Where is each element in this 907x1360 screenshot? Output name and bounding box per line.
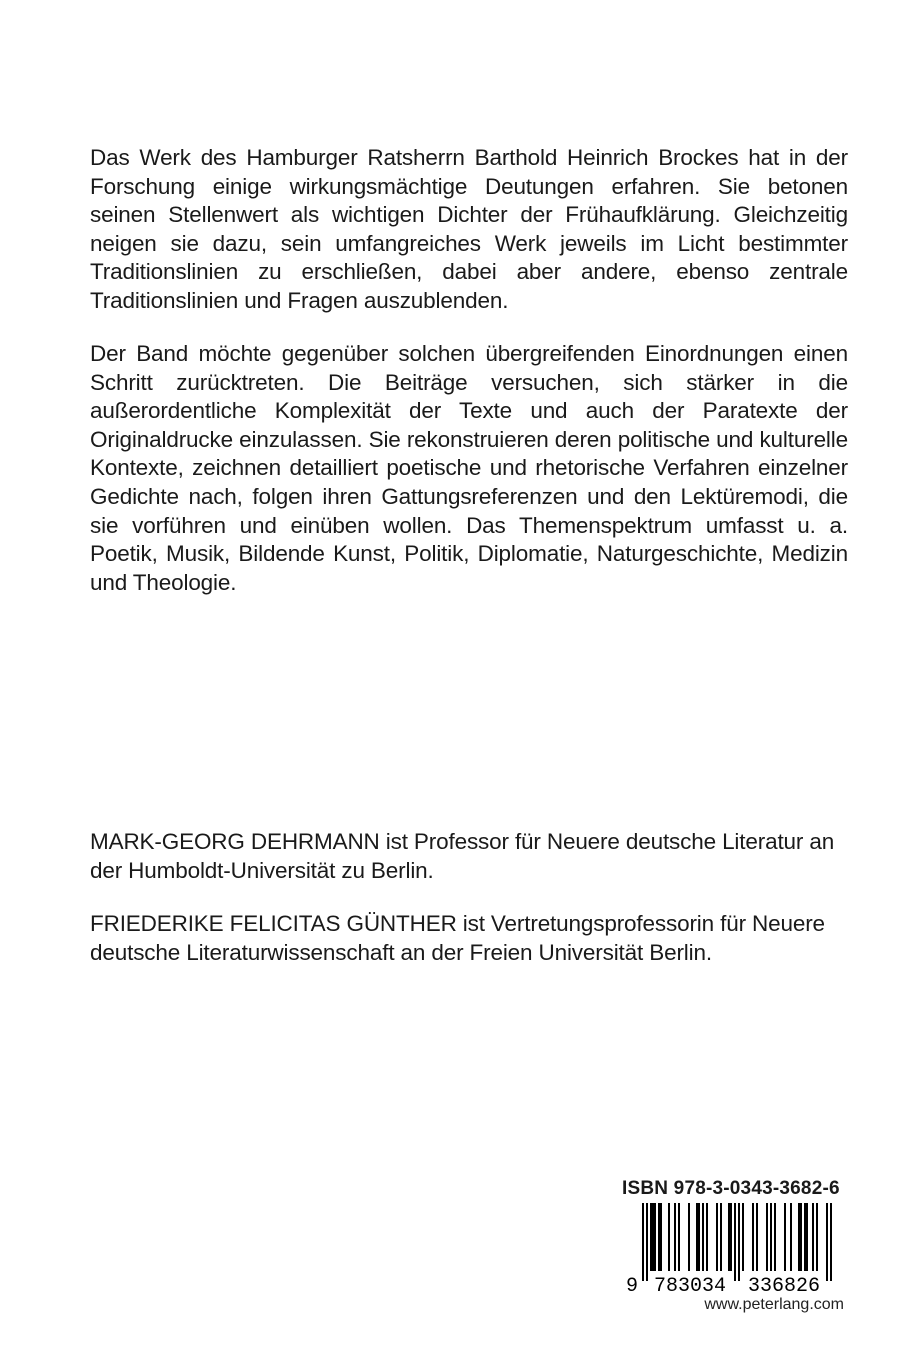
barcode-bar — [826, 1203, 828, 1281]
barcode-graphic — [622, 1203, 844, 1293]
barcode-bar — [696, 1203, 698, 1271]
description-paragraph-1: Das Werk des Hamburger Ratsherrn Barthold Heinrich Brockes hat in der Forschung einige wirkungsmächtige Deutungen erfahren. Sie betonen seinen Stellenwert als wichtigen Dichter der Frühaufklärung. Gleichzeitig neigen sie dazu, sein umfangreiches Werk jeweils im Licht bestimmter Traditionslinien zu erschließen, dabei aber andere, ebenso zentrale Traditionslinien und Fragen auszublenden. — [90, 145, 848, 313]
barcode-bar — [674, 1203, 676, 1271]
barcode-bar — [734, 1203, 736, 1281]
barcode-bar — [668, 1203, 670, 1271]
barcode-bar — [738, 1203, 740, 1281]
barcode-bar — [730, 1203, 732, 1271]
publisher-url: www.peterlang.com — [704, 1296, 844, 1313]
barcode-bar — [728, 1203, 730, 1271]
barcode-bar — [720, 1203, 722, 1271]
barcode-bar — [660, 1203, 662, 1271]
barcode-bar — [716, 1203, 718, 1271]
barcode-bar — [774, 1203, 776, 1271]
barcode-bar — [650, 1203, 652, 1271]
barcode-bar — [642, 1203, 644, 1281]
barcode-bar — [798, 1203, 800, 1271]
barcode-bar — [790, 1203, 792, 1271]
barcode-bar — [678, 1203, 680, 1271]
barcode-bar — [698, 1203, 700, 1271]
description-paragraph-2: Der Band möchte gegenüber solchen übergreifenden Einordnungen einen Schritt zurücktreten. Die Beiträge versuchen, sich stärker in die außerordentliche Komplexität der Texte und auch der Paratexte der Originaldrucke einzulassen. Sie rekonstruieren deren politische und kulturelle Kontexte, zeichnen detailliert poetische und rhetorische Verfahren einzelner Gedichte nach, folgen ihren Gattungsreferenzen und den Lektüremodi, die sie vorführen und einüben wollen. Das Themenspektrum umfasst u. a. Poetik, Musik, Bildende Kunst, Politik, Diplomatie, Naturgeschichte, Medizin und Theologie. — [90, 341, 848, 595]
barcode-bar — [688, 1203, 690, 1271]
barcode-digits-left: 783034 — [653, 1275, 727, 1293]
barcode-bar — [800, 1203, 802, 1271]
barcode-bar — [756, 1203, 758, 1271]
barcode — [622, 1203, 844, 1293]
barcode-bar — [804, 1203, 806, 1271]
barcode-digits-right: 336826 — [747, 1275, 821, 1293]
barcode-bar — [752, 1203, 754, 1271]
barcode-bar — [784, 1203, 786, 1271]
barcode-bar — [766, 1203, 768, 1271]
author-bio-guenther: FRIEDERIKE FELICITAS GÜNTHER ist Vertretungsprofessorin für Neuere deutsche Literaturwissenschaft an der Freien Universität Berlin. — [90, 911, 825, 965]
barcode-bar — [830, 1203, 832, 1281]
barcode-bar — [742, 1203, 744, 1271]
barcode-bar — [806, 1203, 808, 1271]
barcode-bar — [706, 1203, 708, 1271]
barcode-bar — [816, 1203, 818, 1271]
barcode-bar — [646, 1203, 648, 1281]
barcode-bar — [652, 1203, 654, 1271]
author-bio-dehrmann: MARK-GEORG DEHRMANN ist Professor für Neuere deutsche Literatur an der Humboldt-Universität zu Berlin. — [90, 829, 835, 883]
barcode-bar — [702, 1203, 704, 1271]
isbn-label: ISBN 978-3-0343-3682-6 — [622, 1178, 840, 1199]
barcode-bar — [658, 1203, 660, 1271]
barcode-bar — [654, 1203, 656, 1271]
barcode-bar — [812, 1203, 814, 1271]
barcode-digit-first: 9 — [625, 1275, 638, 1293]
barcode-bar — [770, 1203, 772, 1271]
